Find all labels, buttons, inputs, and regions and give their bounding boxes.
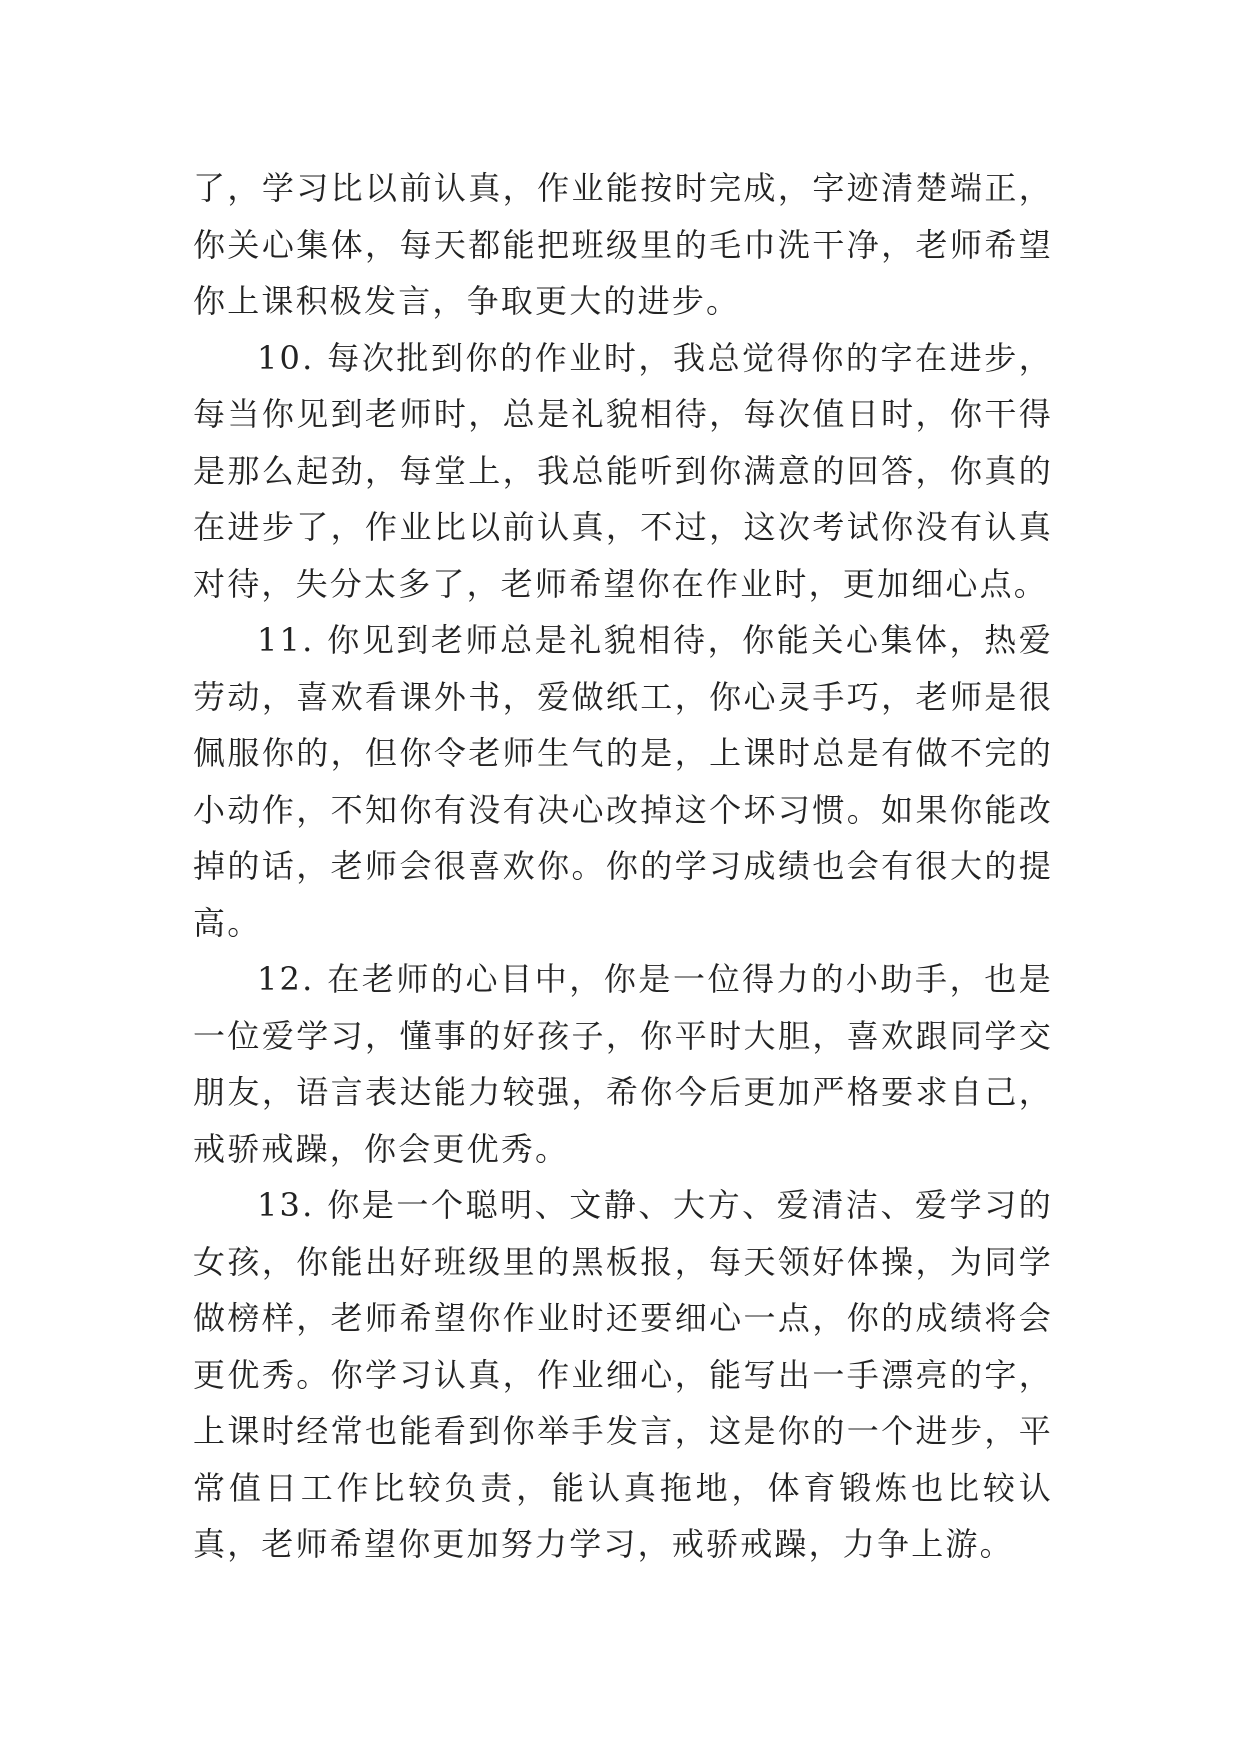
paragraph-item-11: 11. 你见到老师总是礼貌相待，你能关心集体，热爱劳动，喜欢看课外书，爱做纸工，你心灵手巧，老师是很佩服你的，但你令老师生气的是，上课时总是有做不完的小动作，不知你有没有决心改掉这个坏习惯。如果你能改掉的话，老师会很喜欢你。你的学习成绩也会有很大的提高。	[193, 621, 1053, 942]
document-body	[193, 160, 1053, 1573]
paragraph-item-10: 10. 每次批到你的作业时，我总觉得你的字在进步，每当你见到老师时，总是礼貌相待，每次值日时，你干得是那么起劲，每堂上，我总能听到你满意的回答，你真的在进步了，作业比以前认真，不过，这次考试你没有认真对待，失分太多了，老师希望你在作业时，更加细心点。	[193, 338, 1053, 603]
paragraph-item-12: 12. 在老师的心目中，你是一位得力的小助手，也是一位爱学习，懂事的好孩子，你平时大胆，喜欢跟同学交朋友，语言表达能力较强，希你今后更加严格要求自己，戒骄戒躁，你会更优秀。	[193, 960, 1053, 1168]
paragraph-item-13: 13. 你是一个聪明、文静、大方、爱清洁、爱学习的女孩，你能出好班级里的黑板报，每天领好体操，为同学做榜样，老师希望你作业时还要细心一点，你的成绩将会更优秀。你学习认真，作业细心，能写出一手漂亮的字，上课时经常也能看到你举手发言，这是你的一个进步，平常值日工作比较负责，能认真拖地，体育锻炼也比较认真，老师希望你更加努力学习，戒骄戒躁，力争上游。	[193, 1186, 1053, 1563]
paragraph-continuation: 了，学习比以前认真，作业能按时完成，字迹清楚端正，你关心集体，每天都能把班级里的毛巾洗干净，老师希望你上课积极发言，争取更大的进步。	[193, 169, 1053, 320]
